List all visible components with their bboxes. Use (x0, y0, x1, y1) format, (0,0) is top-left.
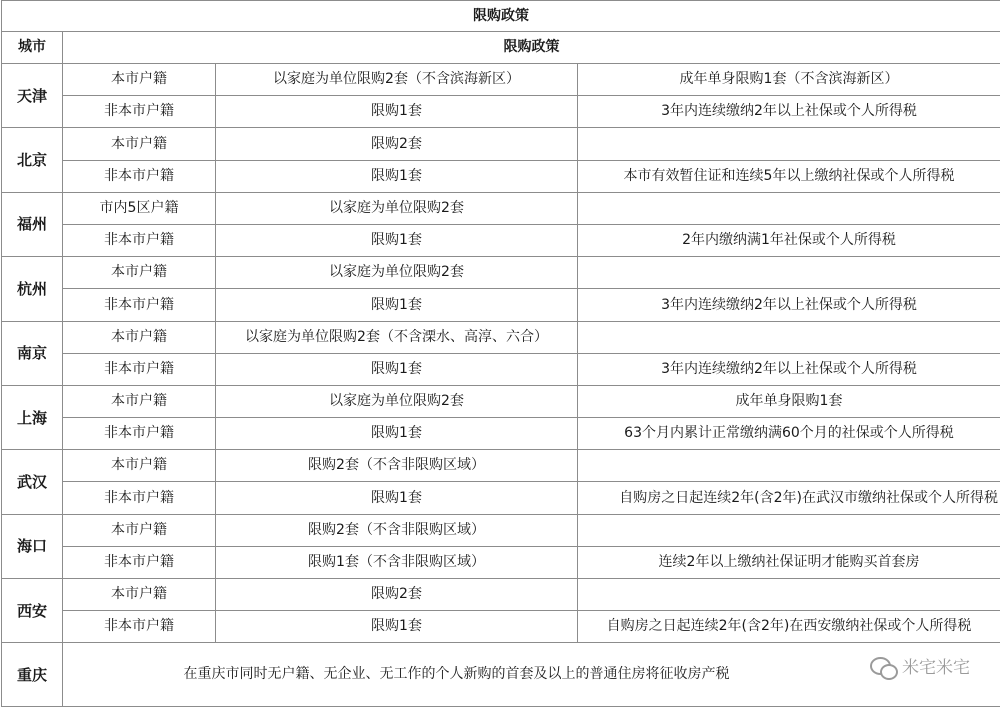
purchase-limit: 以家庭为单位限购2套 (216, 192, 578, 224)
residency-type: 本市户籍 (63, 128, 216, 160)
policy-table (1, 0, 1000, 707)
policy-condition (578, 192, 1000, 224)
policy-condition: 连续2年以上缴纳社保证明才能购买首套房 (578, 546, 1000, 578)
table-row (2, 546, 1000, 578)
table-row (2, 160, 1000, 192)
header-policy: 限购政策 (63, 32, 1000, 64)
policy-condition (578, 579, 1000, 611)
city-name: 福州 (2, 192, 63, 256)
residency-type: 本市户籍 (63, 64, 216, 96)
table-row (2, 224, 1000, 256)
table-row (2, 514, 1000, 546)
residency-type: 本市户籍 (63, 514, 216, 546)
residency-type: 非本市户籍 (63, 160, 216, 192)
watermark-text: 米宅米宅 (902, 658, 970, 679)
table-title: 限购政策 (2, 1, 1000, 32)
wechat-icon (870, 657, 896, 679)
policy-condition: 3年内连续缴纳2年以上社保或个人所得税 (578, 96, 1000, 128)
table-row (2, 643, 1000, 707)
purchase-limit: 以家庭为单位限购2套（不含滨海新区） (216, 64, 578, 96)
table-row (2, 482, 1000, 514)
city-name: 西安 (2, 579, 63, 643)
purchase-limit: 限购1套 (216, 224, 578, 256)
table-row (2, 579, 1000, 611)
purchase-limit: 限购1套 (216, 353, 578, 385)
table-row (2, 385, 1000, 417)
policy-condition: 3年内连续缴纳2年以上社保或个人所得税 (578, 289, 1000, 321)
policy-condition: 本市有效暂住证和连续5年以上缴纳社保或个人所得税 (578, 160, 1000, 192)
purchase-limit: 以家庭为单位限购2套（不含溧水、高淳、六合） (216, 321, 578, 353)
purchase-limit: 限购1套 (216, 289, 578, 321)
policy-condition (578, 257, 1000, 289)
table-row (2, 353, 1000, 385)
watermark (870, 657, 970, 679)
purchase-limit: 限购1套（不含非限购区域） (216, 546, 578, 578)
header-city: 城市 (2, 32, 63, 64)
policy-condition (578, 321, 1000, 353)
city-name: 武汉 (2, 450, 63, 514)
purchase-limit: 限购2套 (216, 128, 578, 160)
policy-condition: 成年单身限购1套 (578, 385, 1000, 417)
city-name: 上海 (2, 385, 63, 449)
residency-type: 非本市户籍 (63, 224, 216, 256)
purchase-limit: 以家庭为单位限购2套 (216, 385, 578, 417)
policy-condition (578, 128, 1000, 160)
policy-condition: 自购房之日起连续2年(含2年)在武汉市缴纳社保或个人所得税 (578, 482, 1000, 514)
table-row (2, 450, 1000, 482)
purchase-limit: 限购1套 (216, 611, 578, 643)
city-name: 杭州 (2, 257, 63, 321)
residency-type: 本市户籍 (63, 385, 216, 417)
table-row (2, 64, 1000, 96)
policy-condition: 3年内连续缴纳2年以上社保或个人所得税 (578, 353, 1000, 385)
table-row (2, 128, 1000, 160)
city-name: 北京 (2, 128, 63, 192)
policy-condition: 成年单身限购1套（不含滨海新区） (578, 64, 1000, 96)
city-name: 海口 (2, 514, 63, 578)
table-row (2, 96, 1000, 128)
residency-type: 非本市户籍 (63, 289, 216, 321)
residency-type: 非本市户籍 (63, 611, 216, 643)
table-row (2, 192, 1000, 224)
policy-condition (578, 514, 1000, 546)
residency-type: 本市户籍 (63, 450, 216, 482)
table-row (2, 257, 1000, 289)
purchase-limit: 以家庭为单位限购2套 (216, 257, 578, 289)
purchase-limit: 限购2套（不含非限购区域） (216, 514, 578, 546)
purchase-limit: 限购2套 (216, 579, 578, 611)
residency-type: 非本市户籍 (63, 96, 216, 128)
purchase-limit: 限购2套（不含非限购区域） (216, 450, 578, 482)
city-name: 天津 (2, 64, 63, 128)
policy-condition: 63个月内累计正常缴纳满60个月的社保或个人所得税 (578, 418, 1000, 450)
table-row (2, 611, 1000, 643)
table-row (2, 289, 1000, 321)
residency-type: 本市户籍 (63, 257, 216, 289)
residency-type: 本市户籍 (63, 321, 216, 353)
residency-type: 市内5区户籍 (63, 192, 216, 224)
residency-type: 非本市户籍 (63, 353, 216, 385)
table-row (2, 418, 1000, 450)
purchase-limit: 限购1套 (216, 96, 578, 128)
residency-type: 非本市户籍 (63, 482, 216, 514)
residency-type: 本市户籍 (63, 579, 216, 611)
purchase-limit: 限购1套 (216, 160, 578, 192)
residency-type: 非本市户籍 (63, 418, 216, 450)
table-row (2, 321, 1000, 353)
policy-condition: 自购房之日起连续2年(含2年)在西安缴纳社保或个人所得税 (578, 611, 1000, 643)
purchase-limit: 限购1套 (216, 482, 578, 514)
city-name: 重庆 (2, 643, 63, 707)
policy-condition: 2年内缴纳满1年社保或个人所得税 (578, 224, 1000, 256)
purchase-limit: 限购1套 (216, 418, 578, 450)
city-name: 南京 (2, 321, 63, 385)
policy-condition (578, 450, 1000, 482)
chongqing-policy-text: 在重庆市同时无户籍、无企业、无工作的个人新购的首套及以上的普通住房将征收房产税 (183, 666, 730, 683)
chongqing-policy-cell (63, 643, 1000, 707)
residency-type: 非本市户籍 (63, 546, 216, 578)
